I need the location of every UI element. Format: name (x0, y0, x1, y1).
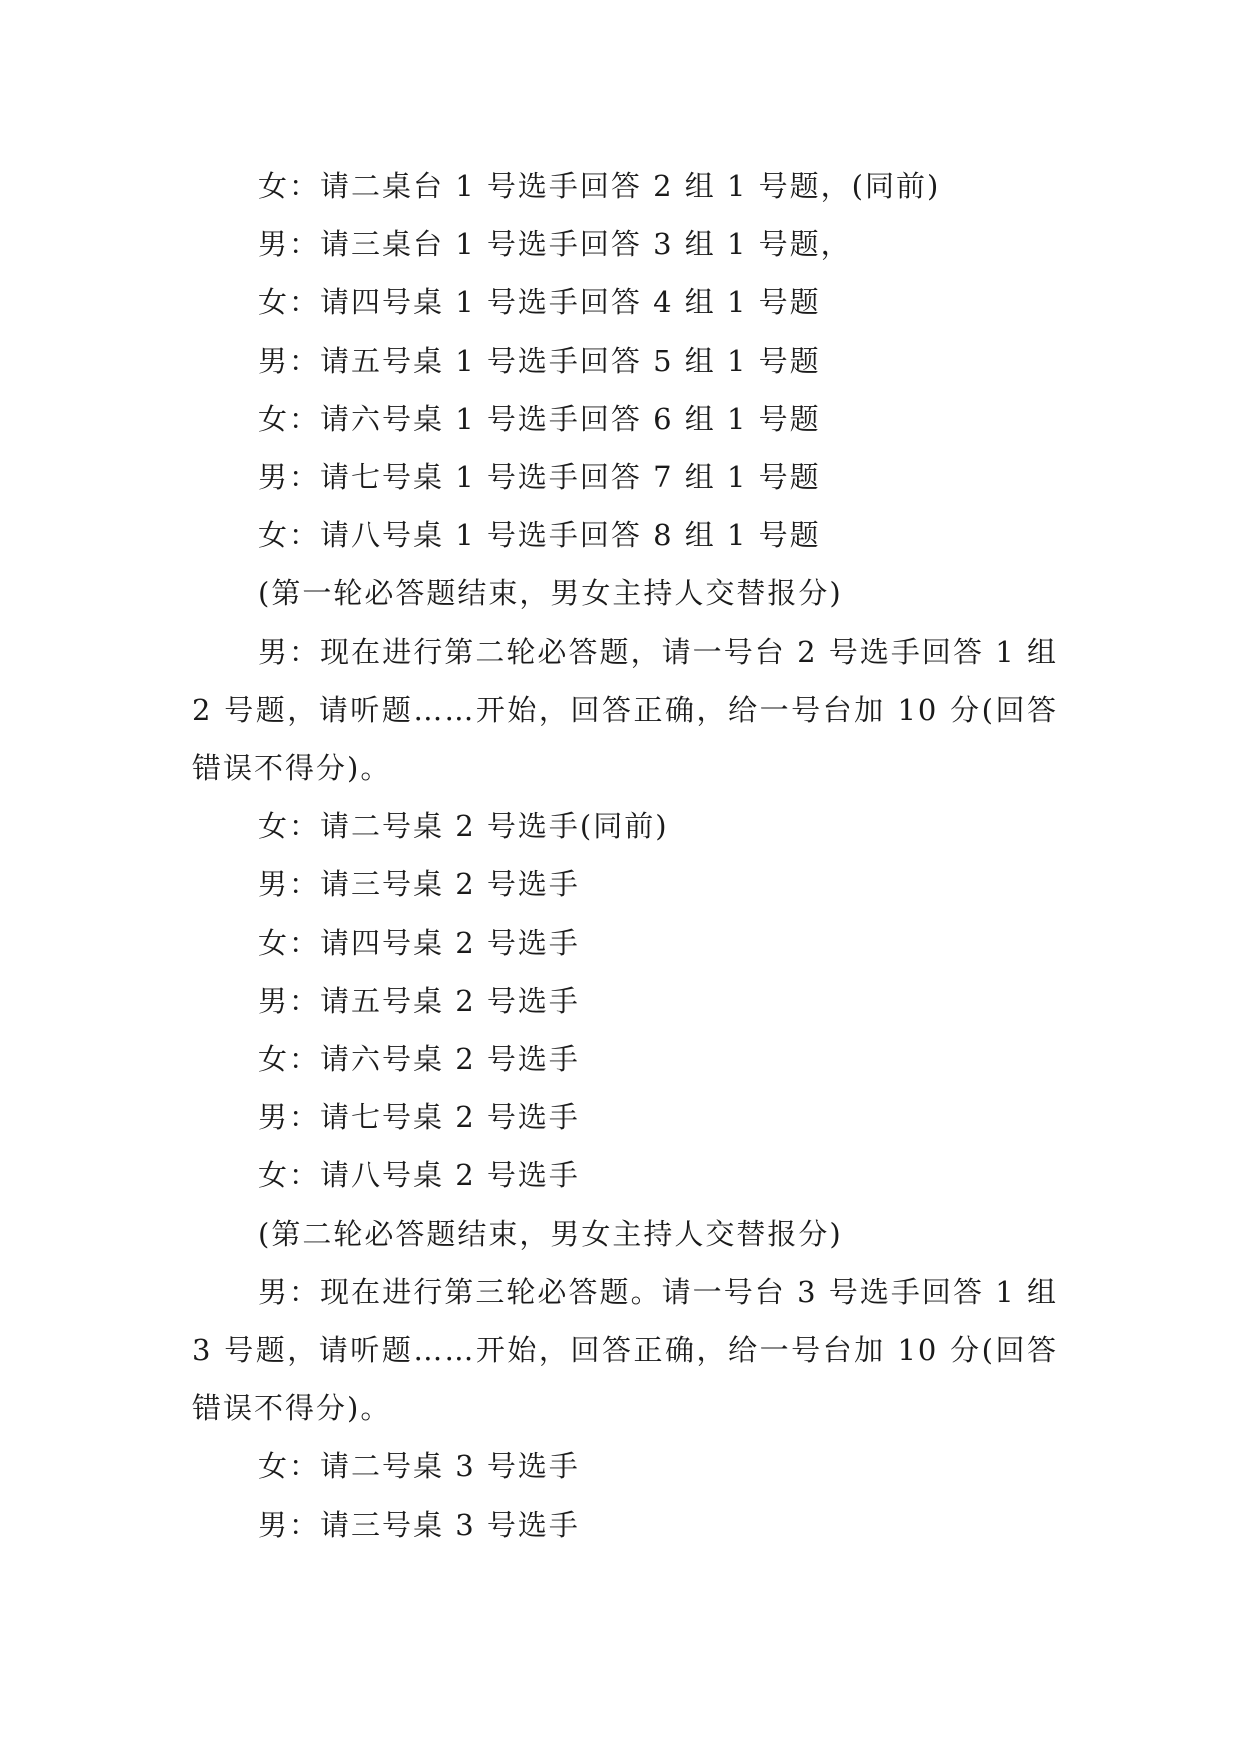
paragraph: 男：请五号桌 1 号选手回答 5 组 1 号题 (258, 343, 821, 378)
paragraph: 男：请七号桌 2 号选手 (258, 1100, 580, 1135)
paragraph: 女：请二号桌 3 号选手 (258, 1449, 580, 1484)
paragraph: 女：请八号桌 1 号选手回答 8 组 1 号题 (258, 518, 821, 553)
paragraph: 女：请六号桌 1 号选手回答 6 组 1 号题 (258, 401, 821, 436)
paragraph: 男：请三号桌 2 号选手 (258, 867, 580, 902)
paragraph: 女：请二桌台 1 号选手回答 2 组 1 号题，(同前) (258, 169, 941, 203)
paragraph: 男：请三桌台 1 号选手回答 3 组 1 号题， (258, 227, 852, 262)
paragraph: 男：请七号桌 1 号选手回答 7 组 1 号题 (258, 460, 821, 495)
paragraph: 女：请二号桌 2 号选手(同前) (258, 809, 669, 844)
paragraph: (第一轮必答题结束，男女主持人交替报分) (258, 576, 843, 611)
paragraph: 男：请三号桌 3 号选手 (258, 1507, 580, 1542)
paragraph: 男：现在进行第三轮必答题。请一号台 3 号选手回答 1 组 3 号题，请听题……开始，回答正确，给一号台加 10 分(回答错误不得分)。 (192, 1274, 1058, 1426)
paragraph: 女：请四号桌 2 号选手 (258, 925, 580, 960)
paragraph: 女：请六号桌 2 号选手 (258, 1042, 580, 1077)
paragraph: (第二轮必答题结束，男女主持人交替报分) (258, 1216, 843, 1251)
paragraph: 女：请四号桌 1 号选手回答 4 组 1 号题 (258, 285, 821, 320)
document-page (192, 157, 1058, 1554)
paragraph: 女：请八号桌 2 号选手 (258, 1158, 580, 1193)
paragraph: 男：请五号桌 2 号选手 (258, 983, 580, 1018)
paragraph: 男：现在进行第二轮必答题，请一号台 2 号选手回答 1 组 2 号题，请听题……开始，回答正确，给一号台加 10 分(回答错误不得分)。 (192, 634, 1058, 786)
